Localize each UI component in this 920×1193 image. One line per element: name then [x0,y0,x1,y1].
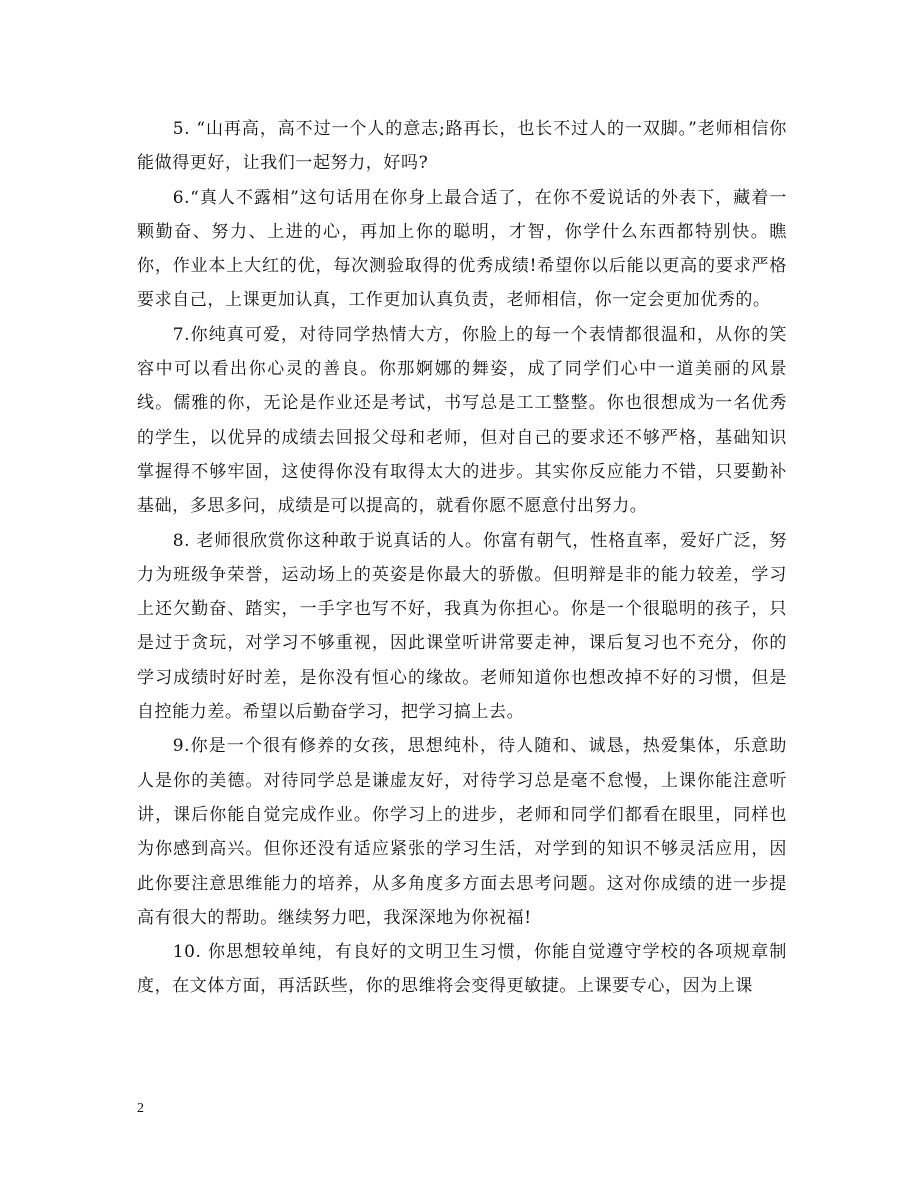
paragraph-9: 9.你是一个很有修养的女孩，思想纯朴，待人随和、诚恳，热爱集体，乐意助人是你的美德。对待同学总是谦虚友好，对待学习总是毫不怠慢，上课你能注意听讲，课后你能自觉完成作业。你学习上的进步，老师和同学们都看在眼里，同样也为你感到高兴。但你还没有适应紧张的学习生活，对学到的知识不够灵活应用，因此你要注意思维能力的培养，从多角度多方面去思考问题。这对你成绩的进一步提高有很大的帮助。继续努力吧，我深深地为你祝福! [137,736,787,928]
paragraph-5: 5. “山再高，高不过一个人的意志;路再长，也长不过人的一双脚。”老师相信你能做得更好，让我们一起努力，好吗? [137,119,787,174]
paragraph-10: 10. 你思想较单纯，有良好的文明卫生习惯，你能自觉遵守学校的各项规章制度，在文体方面，再活跃些，你的思维将会变得更敏捷。上课要专心，因为上课 [137,942,787,997]
document-body [137,112,787,1004]
paragraph-7: 7.你纯真可爱，对待同学热情大方，你脸上的每一个表情都很温和，从你的笑容中可以看出你心灵的善良。你那婀娜的舞姿，成了同学们心中一道美丽的风景线。儒雅的你，无论是作业还是考试，书写总是工工整整。你也很想成为一名优秀的学生，以优异的成绩去回报父母和老师，但对自己的要求还不够严格，基础知识掌握得不够牢固，这使得你没有取得太大的进步。其实你反应能力不错，只要勤补基础，多思多问，成绩是可以提高的，就看你愿不愿意付出努力。 [137,324,787,517]
paragraph-8: 8. 老师很欣赏你这种敢于说真话的人。你富有朝气，性格直率，爱好广泛，努力为班级争荣誉，运动场上的英姿是你最大的骄傲。但明辩是非的能力较差，学习上还欠勤奋、踏实，一手字也写不好，我真为你担心。你是一个很聪明的孩子，只是过于贪玩，对学习不够重视，因此课堂听讲常要走神，课后复习也不充分，你的学习成绩时好时差，是你没有恒心的缘故。老师知道你也想改掉不好的习惯，但是自控能力差。希望以后勤奋学习，把学习搞上去。 [137,530,787,723]
paragraph-6: 6.“真人不露相”这句话用在你身上最合适了，在你不爱说话的外表下，藏着一颗勤奋、努力、上进的心，再加上你的聪明，才智，你学什么东西都特别快。瞧你，作业本上大红的优，每次测验取得的优秀成绩!希望你以后能以更高的要求严格要求自己，上课更加认真，工作更加认真负责，老师相信，你一定会更加优秀的。 [137,187,787,311]
page-number: 2 [137,1101,144,1116]
